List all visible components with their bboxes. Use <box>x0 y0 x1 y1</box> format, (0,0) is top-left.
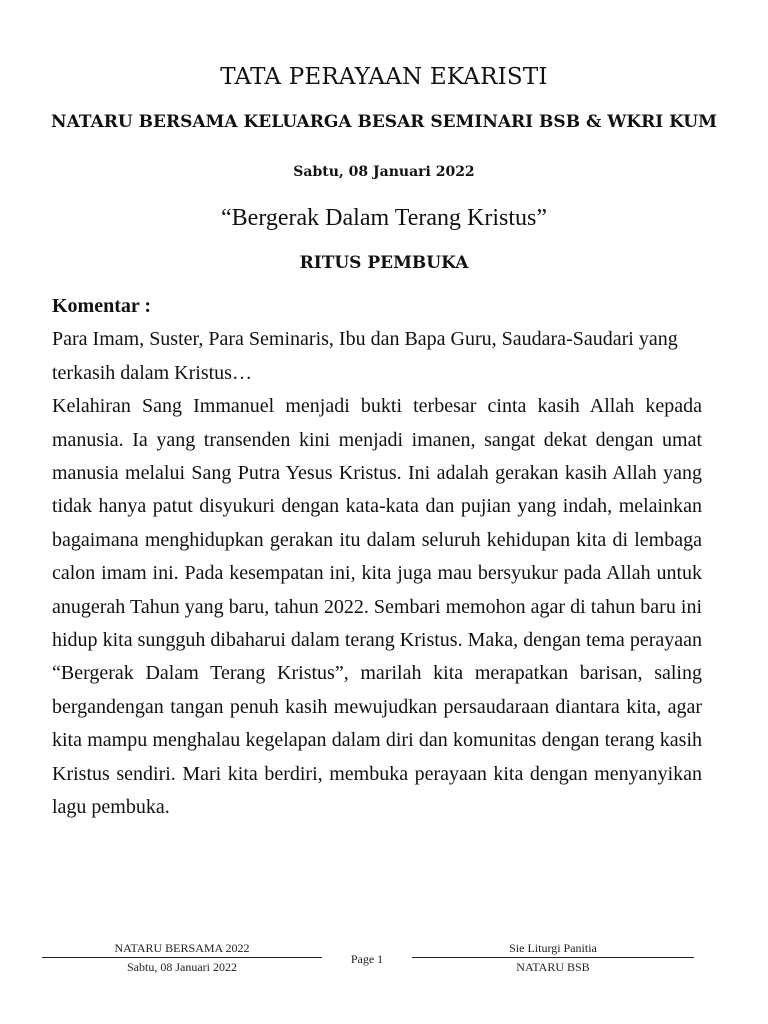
footer-left <box>42 941 322 974</box>
section-heading: RITUS PEMBUKA <box>299 253 469 273</box>
body-text <box>52 290 702 825</box>
footer-right-divider <box>412 957 694 958</box>
footer-left-divider <box>42 957 322 958</box>
footer-right-bottom: NATARU BSB <box>516 960 590 974</box>
comment-paragraph: Kelahiran Sang Immanuel menjadi bukti terbesar cinta kasih Allah kepada manusia. Ia yang transenden kini menjadi imanen, sangat dekat dengan umat manusia melalui Sang Putra Yesus Kristus. Ini adalah gerakan kasih Allah yang tidak hanya patut disyukuri dengan kata-kata dan pujian yang indah, melainkan bagaimana menghidupkan gerakan itu dalam seluruh kehidupan kita di lembaga calon imam ini. Pada kesempatan ini, kita juga mau bersyukur pada Allah untuk anugerah Tahun yang baru, tahun 2022. Sembari memohon agar di tahun baru ini hidup kita sungguh dibaharui dalam terang Kristus. Maka, dengan tema perayaan “Bergerak Dalam Terang Kristus”, marilah kita merapatkan barisan, saling bergandengan tangan penuh kasih mewujudkan persaudaraan diantara kita, agar kita mampu menghalau kegelapan dalam diri dan komunitas dengan terang kasih Kristus sendiri. Mari kita berdiri, membuka perayaan kita dengan menyanyikan lagu pembuka. <box>52 395 702 819</box>
page-number: Page 1 <box>350 952 384 966</box>
event-date: Sabtu, 08 Januari 2022 <box>293 164 475 180</box>
footer-left-bottom: Sabtu, 08 Januari 2022 <box>127 960 237 974</box>
footer-right-top: Sie Liturgi Panitia <box>509 941 597 955</box>
celebration-theme: “Bergerak Dalam Terang Kristus” <box>221 205 547 231</box>
comment-label: Komentar : <box>52 295 152 317</box>
document-subtitle: NATARU BERSAMA KELUARGA BESAR SEMINARI BSB & WKRI KUM <box>51 112 717 132</box>
greeting-paragraph: Para Imam, Suster, Para Seminaris, Ibu dan Bapa Guru, Saudara-Saudari yang terkasih dalam Kristus… <box>52 328 678 384</box>
footer-left-top: NATARU BERSAMA 2022 <box>114 941 250 955</box>
document-title: TATA PERAYAAN EKARISTI <box>220 64 548 90</box>
footer-right <box>412 941 694 974</box>
